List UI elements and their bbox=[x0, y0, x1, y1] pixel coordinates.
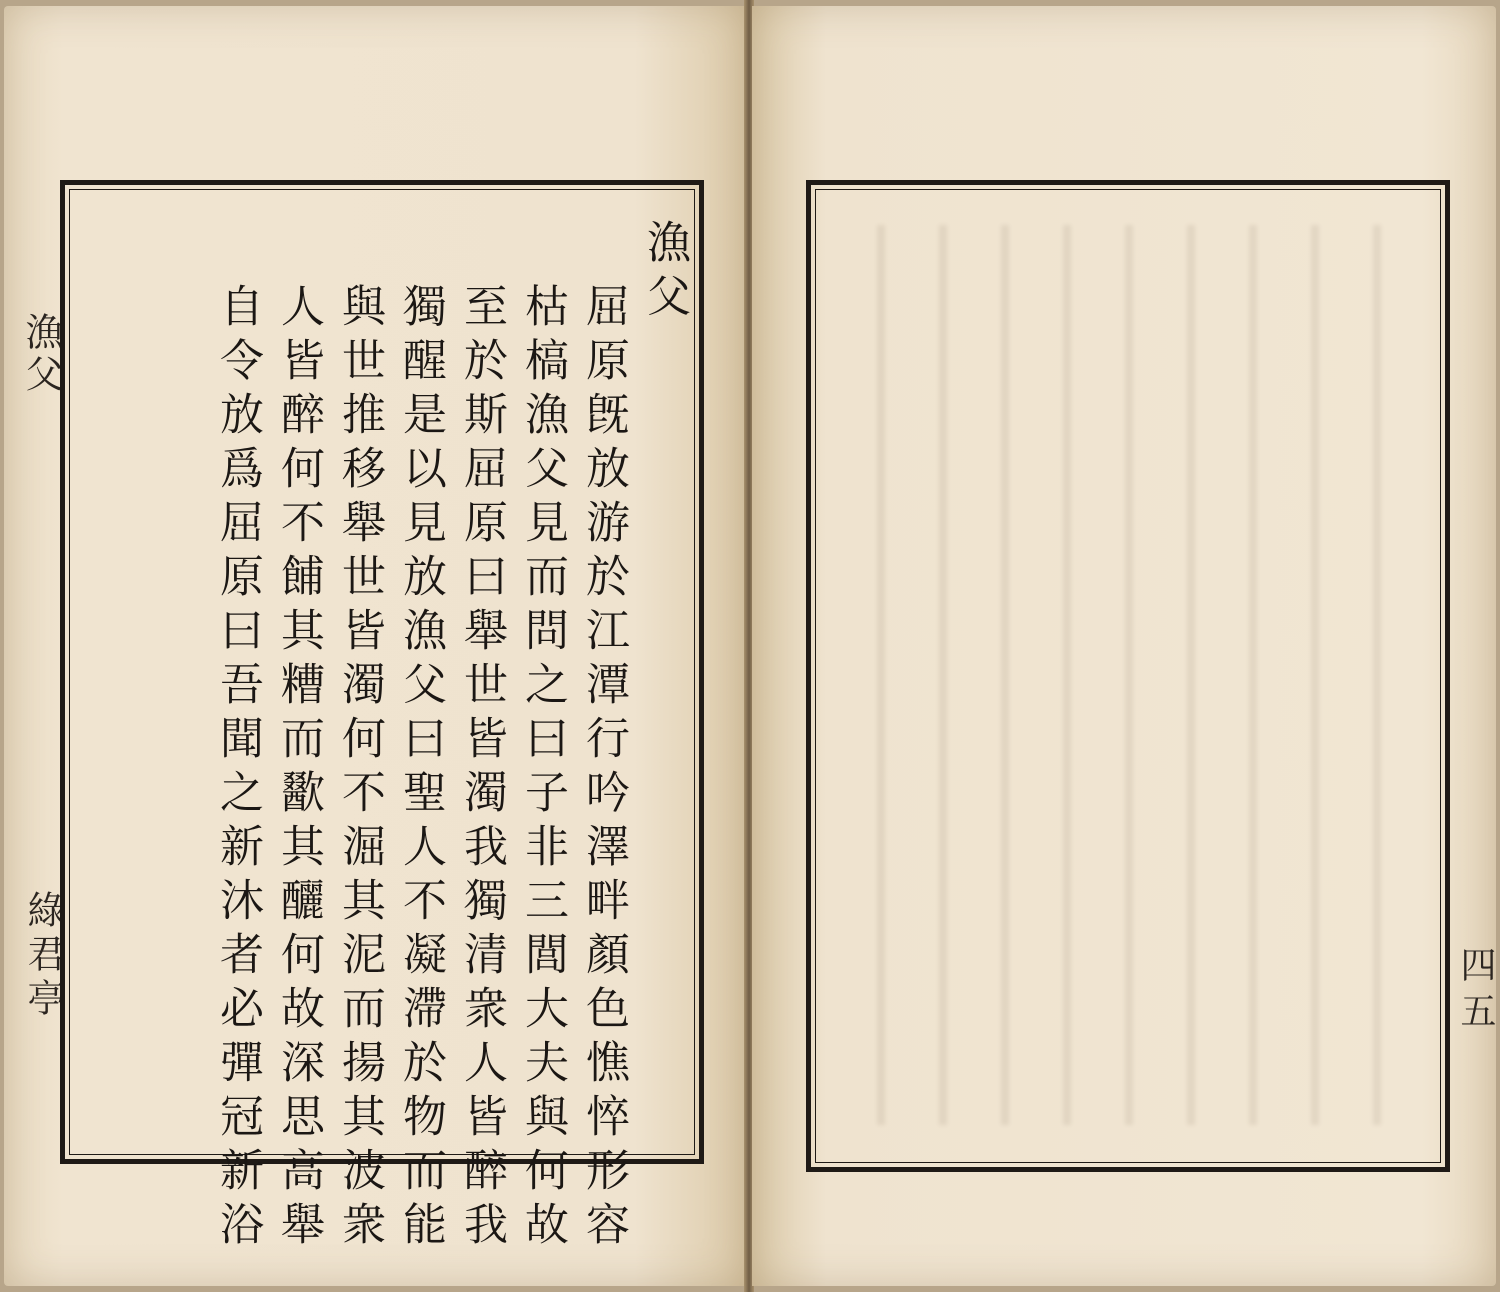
text-column-2: 枯槁漁父見而問之曰子非三閭大夫與何故 bbox=[517, 283, 568, 1255]
left-page bbox=[4, 6, 746, 1286]
text-column-4: 獨醒是以見放漁父曰聖人不凝滯於物而能 bbox=[395, 283, 446, 1255]
page-number: 四五 bbox=[1455, 946, 1496, 1038]
text-column-1: 屈原旣放游於江潭行吟澤畔顏色憔悴形容 bbox=[578, 283, 629, 1255]
text-column-6: 人皆醉何不餔其糟而歠其釃何故深思高舉 bbox=[273, 283, 324, 1255]
printed-frame-right bbox=[806, 180, 1450, 1172]
text-column-7: 自令放爲屈原曰吾聞之新沐者必彈冠新浴 bbox=[212, 283, 263, 1255]
margin-title: 漁父 bbox=[19, 312, 63, 396]
printed-frame-left bbox=[60, 180, 704, 1255]
text-column-3: 至於斯屈原曰舉世皆濁我獨清衆人皆醉我 bbox=[456, 283, 507, 1255]
show-through-ink bbox=[841, 225, 1421, 1125]
text-column-5: 與世推移舉世皆濁何不淈其泥而揚其波衆 bbox=[334, 283, 385, 1255]
right-page bbox=[752, 6, 1496, 1286]
text-block bbox=[79, 215, 695, 1255]
chapter-title: 漁父 bbox=[639, 219, 690, 327]
margin-studio-name: 綠君亭 bbox=[21, 890, 65, 1022]
